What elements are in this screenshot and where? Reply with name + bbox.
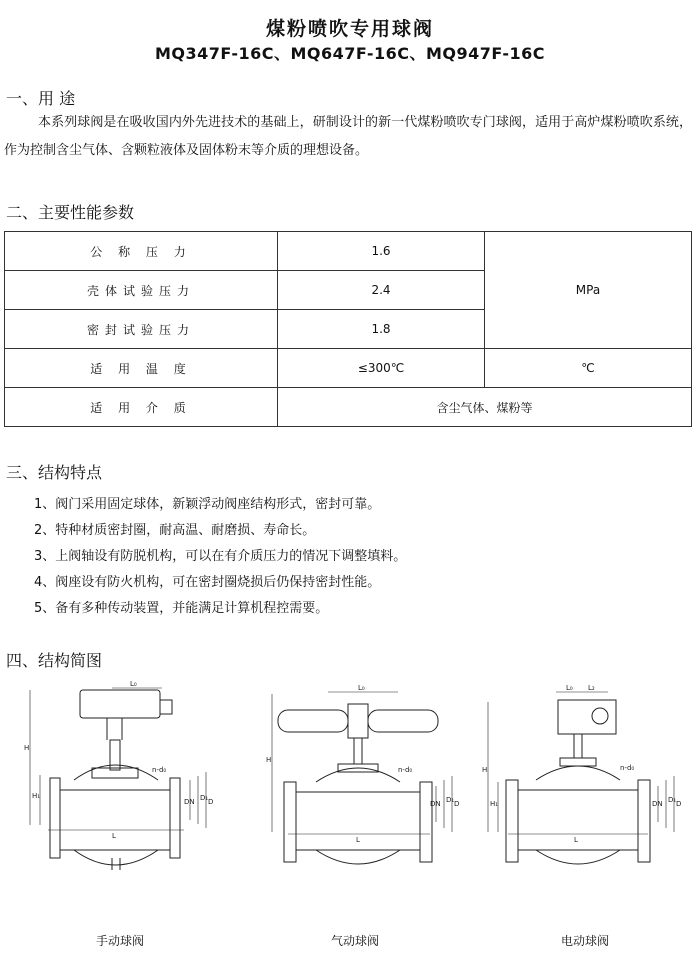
pneumatic-valve-drawing [258,682,458,842]
svg-text:DN: DN [652,800,663,808]
svg-text:D: D [208,798,214,806]
svg-text:L: L [112,832,116,840]
param-value: 1.8 [278,310,485,349]
table-row [5,349,692,388]
param-value: ≤300℃ [278,349,485,388]
svg-text:D₁: D₁ [668,796,677,804]
feature-item: 1、阀门采用固定球体，新颖浮动阀座结构形式，密封可靠。 [34,497,381,512]
svg-text:L: L [356,836,360,844]
section-usage-heading: 一、用 途 [6,89,76,108]
svg-text:n-d₀: n-d₀ [398,766,413,774]
param-value: 1.6 [278,232,485,271]
svg-text:H₁: H₁ [490,800,499,808]
param-label: 壳体试验压力 [5,271,278,310]
caption-electric: 电动球阀 [560,934,609,948]
caption-pneumatic: 气动球阀 [330,934,379,948]
svg-text:H: H [482,766,488,774]
param-value: 含尘气体、煤粉等 [278,388,692,427]
svg-text:DN: DN [184,798,195,806]
section-features-heading: 三、结构特点 [6,463,103,482]
feature-item: 2、特种材质密封圈，耐高温、耐磨损、寿命长。 [34,523,316,538]
svg-text:L₀: L₀ [358,684,365,692]
svg-text:n-d₀: n-d₀ [152,766,167,774]
param-label: 密封试验压力 [5,310,278,349]
param-label: 适 用 温 度 [5,349,278,388]
model-numbers: MQ347F-16C、MQ647F-16C、MQ947F-16C [154,44,546,63]
feature-item: 3、上阀轴设有防脱机构，可以在有介质压力的情况下调整填料。 [34,549,407,564]
section-params-heading: 二、主要性能参数 [6,203,135,222]
usage-paragraph: 本系列球阀是在吸收国内外先进技术的基础上，研制设计的新一代煤粉喷吹专门球阀，适用于高炉煤粉喷吹系统，作为控制含尘气体、含颗粒液体及固体粉末等介质的理想设备。 [4,115,692,158]
svg-text:D₁: D₁ [200,794,209,802]
svg-text:L: L [574,836,578,844]
svg-text:D: D [676,800,682,808]
params-table [4,231,692,427]
svg-text:D₁: D₁ [446,796,455,804]
param-label: 适 用 介 质 [5,388,278,427]
manual-valve-drawing [12,680,227,840]
electric-valve-drawing [478,682,688,842]
feature-item: 5、备有多种传动装置，并能满足计算机程控需要。 [34,601,329,616]
param-value: 2.4 [278,271,485,310]
section-diagrams-heading: 四、结构简图 [6,651,103,670]
svg-text:L₀: L₀ [566,684,573,692]
temperature-unit: ℃ [485,349,692,388]
param-label: 公 称 压 力 [5,232,278,271]
svg-text:L₀: L₀ [130,680,137,688]
svg-text:H₁: H₁ [32,792,41,800]
svg-text:D: D [454,800,460,808]
svg-text:H: H [266,756,272,764]
svg-text:L₂: L₂ [588,684,595,692]
table-row [5,232,692,271]
document-title: 煤粉喷吹专用球阀 [265,18,434,40]
table-row [5,388,692,427]
caption-manual: 手动球阀 [95,934,144,948]
svg-text:H: H [24,744,30,752]
svg-text:n-d₀: n-d₀ [620,764,635,772]
svg-text:DN: DN [430,800,441,808]
pressure-unit: MPa [485,232,692,349]
feature-item: 4、阀座设有防火机构，可在密封圈烧损后仍保持密封性能。 [34,575,381,590]
